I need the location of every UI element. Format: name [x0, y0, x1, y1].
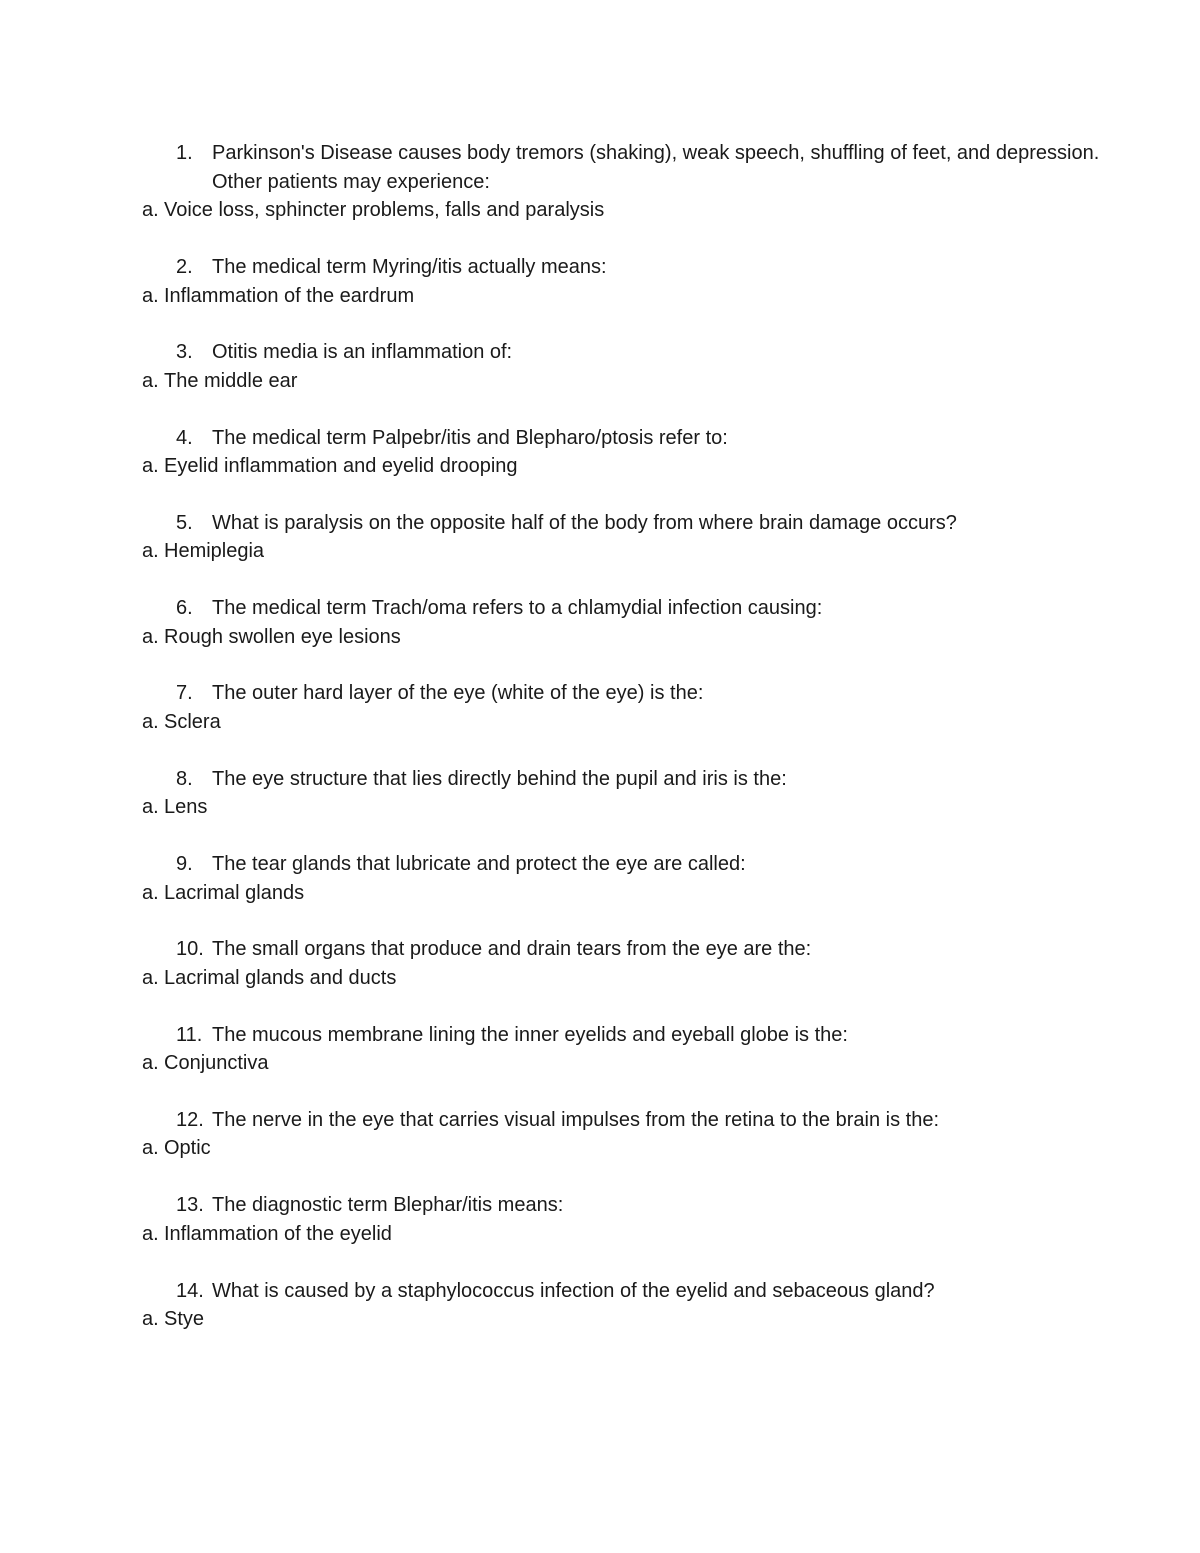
answer	[0, 1220, 1200, 1249]
answer-marker: a.	[142, 710, 159, 733]
question-number: 10.	[176, 938, 204, 961]
answer-text: Sclera	[164, 710, 221, 733]
question-item	[0, 1191, 1200, 1276]
answer	[0, 537, 1200, 566]
question	[0, 1277, 1200, 1306]
question-number: 4.	[176, 426, 193, 449]
question-text: The medical term Myring/itis actually means:	[212, 256, 607, 278]
answer	[0, 623, 1200, 652]
question-list	[0, 139, 1200, 1362]
question-item	[0, 1277, 1200, 1362]
answer-text: Inflammation of the eyelid	[164, 1222, 392, 1245]
answer-marker: a.	[142, 369, 159, 392]
answer-marker: a.	[142, 540, 159, 563]
answer-text: Lens	[164, 796, 208, 819]
answer-text: Eyelid inflammation and eyelid drooping	[164, 455, 518, 478]
question	[0, 139, 1200, 196]
answer	[0, 1049, 1200, 1078]
question-number: 2.	[176, 256, 193, 278]
question-text: What is caused by a staphylococcus infection of the eyelid and sebaceous gland?	[212, 1279, 935, 1302]
question	[0, 509, 1200, 538]
question-number: 1.	[176, 142, 193, 164]
question	[0, 935, 1200, 964]
question-item	[0, 850, 1200, 935]
answer	[0, 1305, 1200, 1334]
question-item	[0, 765, 1200, 850]
answer	[0, 452, 1200, 481]
question	[0, 338, 1200, 367]
answer-marker: a.	[142, 1222, 159, 1245]
question-text: Otitis media is an inflammation of:	[212, 341, 513, 364]
answer-marker: a.	[142, 796, 159, 819]
question-text: What is paralysis on the opposite half of the body from where brain damage occurs?	[212, 511, 957, 534]
question-item	[0, 253, 1200, 338]
question	[0, 424, 1200, 453]
question-number: 7.	[176, 682, 193, 705]
question	[0, 850, 1200, 879]
question-item	[0, 338, 1200, 423]
question-item	[0, 594, 1200, 679]
answer	[0, 196, 1200, 225]
question-text: Parkinson's Disease causes body tremors (shaking), weak speech, shuffling of feet, and depression. Other patients may experience:	[212, 142, 1100, 193]
question-number: 5.	[176, 511, 193, 534]
question-text: The small organs that produce and drain tears from the eye are the:	[212, 938, 812, 961]
answer	[0, 282, 1200, 311]
question-text: The medical term Palpebr/itis and Blepharo/ptosis refer to:	[212, 426, 728, 449]
answer-marker: a.	[142, 625, 159, 648]
answer-text: Rough swollen eye lesions	[164, 625, 401, 648]
question-item	[0, 139, 1200, 253]
answer	[0, 1134, 1200, 1163]
answer	[0, 708, 1200, 737]
answer-text: Lacrimal glands	[164, 881, 305, 904]
question-number: 8.	[176, 767, 193, 790]
answer-text: Voice loss, sphincter problems, falls and paralysis	[164, 199, 605, 221]
question-number: 12.	[176, 1108, 204, 1131]
answer-marker: a.	[142, 199, 159, 221]
answer-text: Stye	[164, 1308, 205, 1331]
answer-marker: a.	[142, 455, 159, 478]
question	[0, 765, 1200, 794]
question-text: The nerve in the eye that carries visual impulses from the retina to the brain is the:	[212, 1108, 940, 1131]
answer	[0, 964, 1200, 993]
answer	[0, 879, 1200, 908]
answer-marker: a.	[142, 284, 159, 307]
question-item	[0, 1106, 1200, 1191]
question	[0, 1106, 1200, 1135]
answer-text: Lacrimal glands and ducts	[164, 966, 397, 989]
question-item	[0, 1021, 1200, 1106]
answer-text: Optic	[164, 1137, 211, 1160]
question-number: 6.	[176, 597, 193, 620]
question-number: 9.	[176, 853, 193, 876]
question-number: 13.	[176, 1194, 204, 1217]
question-item	[0, 679, 1200, 764]
question-text: The outer hard layer of the eye (white of the eye) is the:	[212, 682, 704, 705]
question-number: 11.	[176, 1023, 203, 1046]
answer	[0, 367, 1200, 396]
answer-marker: a.	[142, 881, 159, 904]
question-text: The medical term Trach/oma refers to a chlamydial infection causing:	[212, 597, 823, 620]
answer-marker: a.	[142, 1308, 159, 1331]
question-item	[0, 935, 1200, 1020]
question-text: The tear glands that lubricate and protect the eye are called:	[212, 853, 746, 876]
question	[0, 679, 1200, 708]
question	[0, 1191, 1200, 1220]
answer-text: The middle ear	[164, 369, 298, 392]
answer-text: Conjunctiva	[164, 1052, 269, 1075]
answer-marker: a.	[142, 1052, 159, 1075]
question-number: 3.	[176, 341, 193, 364]
question-text: The mucous membrane lining the inner eyelids and eyeball globe is the:	[212, 1023, 848, 1046]
answer	[0, 793, 1200, 822]
answer-text: Hemiplegia	[164, 540, 265, 563]
question	[0, 253, 1200, 282]
question-text: The diagnostic term Blephar/itis means:	[212, 1194, 564, 1217]
answer-marker: a.	[142, 1137, 159, 1160]
answer-marker: a.	[142, 966, 159, 989]
question	[0, 594, 1200, 623]
question-item	[0, 424, 1200, 509]
question-item	[0, 509, 1200, 594]
question-text: The eye structure that lies directly behind the pupil and iris is the:	[212, 767, 787, 790]
question-number: 14.	[176, 1279, 204, 1302]
answer-text: Inflammation of the eardrum	[164, 284, 415, 307]
question	[0, 1021, 1200, 1050]
